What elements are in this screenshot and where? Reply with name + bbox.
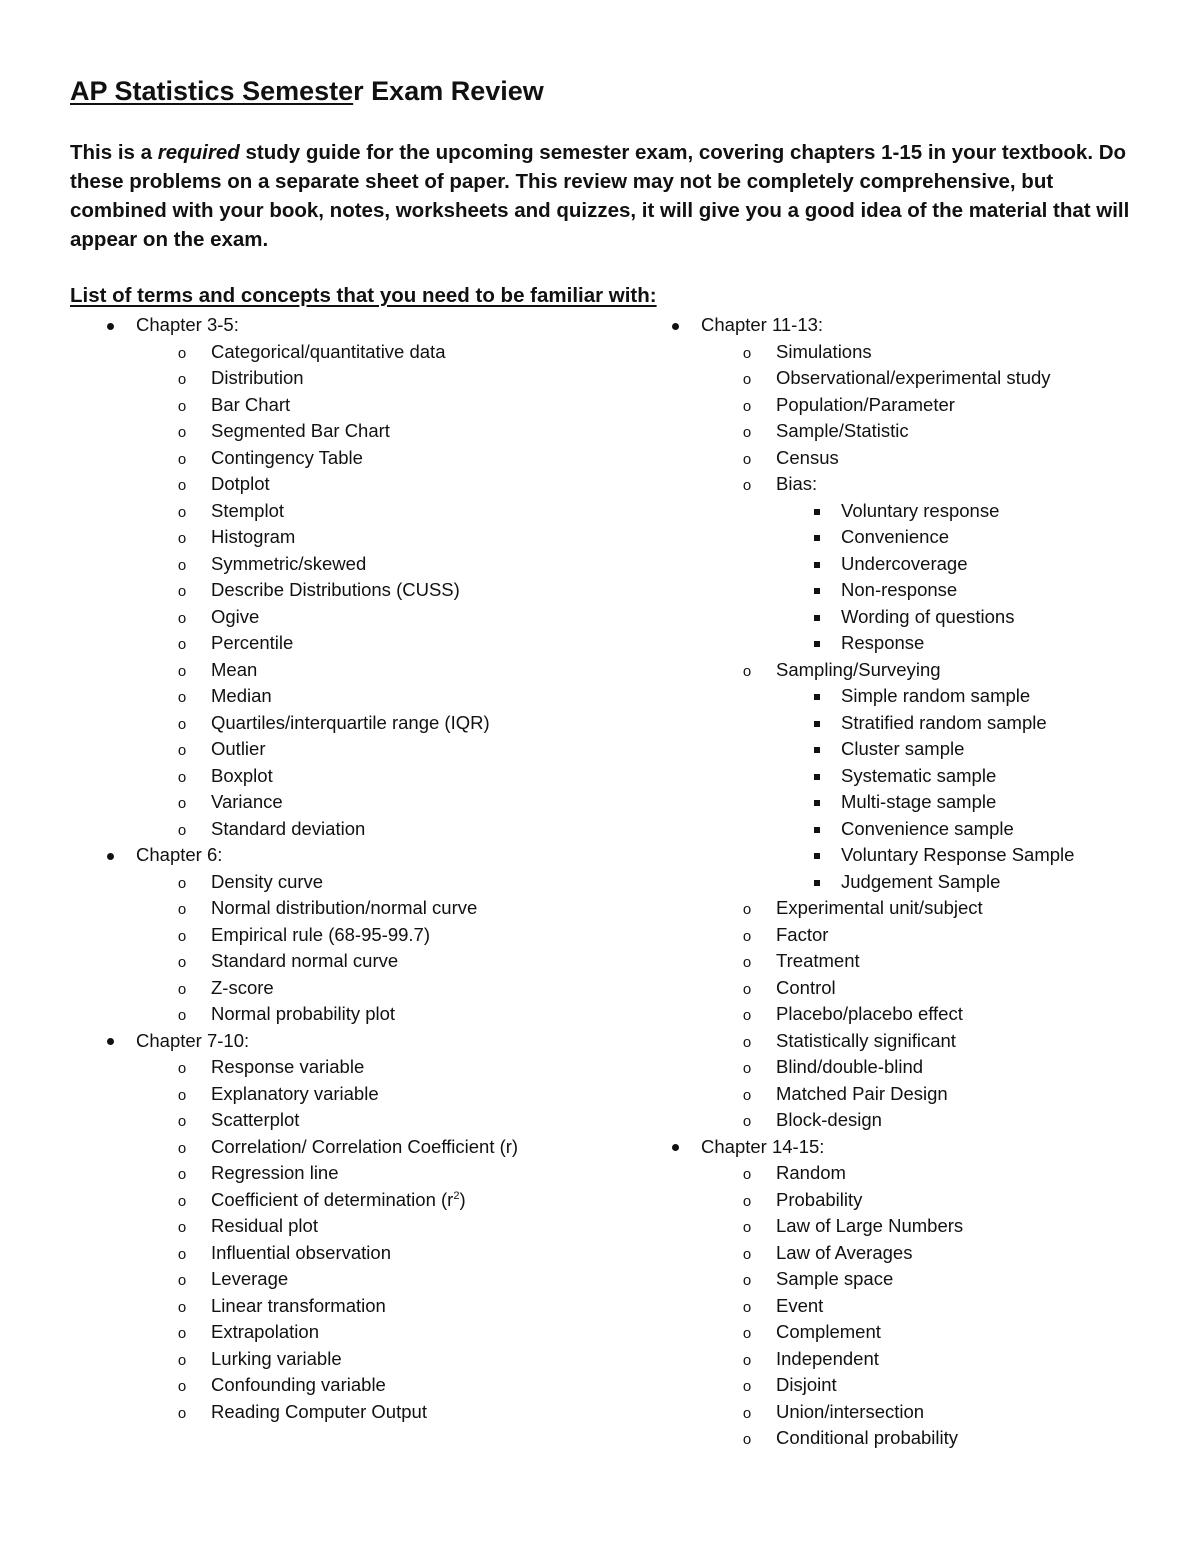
term-label: Sampling/Surveying xyxy=(776,658,941,680)
term-label: Non-response xyxy=(841,579,958,600)
bullet-dot-icon xyxy=(668,1134,682,1161)
term-label: Variance xyxy=(211,791,283,812)
term-label: Simple random sample xyxy=(841,685,1031,706)
circle-bullet-icon: o xyxy=(177,768,187,786)
term-label: Percentile xyxy=(211,632,294,653)
term-label: Statistically significant xyxy=(776,1029,956,1051)
term-label: Response xyxy=(841,632,925,653)
square-bullet-icon xyxy=(810,551,824,578)
circle-bullet-icon: o xyxy=(177,583,187,600)
term-label: Stratified random sample xyxy=(841,711,1047,733)
term-label: Conditional probability xyxy=(776,1427,959,1448)
square-bullet-icon xyxy=(810,683,824,710)
term-label: Voluntary response xyxy=(841,499,1000,521)
circle-bullet-icon: o xyxy=(177,821,187,839)
bullet-dot-icon xyxy=(103,312,117,339)
circle-bullet-icon: o xyxy=(742,1033,752,1051)
circle-bullet-icon: o xyxy=(177,689,187,706)
term-label: Law of Averages xyxy=(776,1241,913,1263)
square-bullet-icon xyxy=(810,498,824,525)
term-label: Law of Large Numbers xyxy=(776,1215,964,1236)
circle-bullet-icon: o xyxy=(742,1245,752,1263)
circle-bullet-icon: o xyxy=(177,450,187,468)
term-label: Outlier xyxy=(211,738,266,759)
circle-bullet-icon: o xyxy=(177,1325,187,1342)
term-label: Stemplot xyxy=(211,499,285,521)
circle-bullet-icon: o xyxy=(177,1219,187,1236)
terms-heading: List of terms and concepts that you need to be familiar with: xyxy=(70,284,657,307)
intro-text-rest: study guide for the upcoming semester exam, covering chapters 1-15 in your textbook. Do these problems on a separate sheet of paper. This review may not be completely comprehensive, but combined with your book, notes, worksheets and quizzes, it will give you a good idea of the material that will appear on the exam. xyxy=(70,141,1130,251)
term-label: Control xyxy=(776,976,836,998)
term-label: Random xyxy=(776,1162,846,1183)
term-label: Treatment xyxy=(776,950,860,971)
term-label: Explanatory variable xyxy=(211,1082,379,1104)
term-label: Population/Parameter xyxy=(776,393,955,415)
square-bullet-icon xyxy=(810,604,824,631)
term-label: Chapter 11-13: xyxy=(701,314,824,335)
term-label: Boxplot xyxy=(211,764,273,786)
circle-bullet-icon: o xyxy=(177,397,187,415)
term-label: Observational/experimental study xyxy=(776,367,1051,388)
circle-bullet-icon: o xyxy=(177,636,187,653)
circle-bullet-icon: o xyxy=(177,715,187,733)
term-label: Placebo/placebo effect xyxy=(776,1003,963,1024)
circle-bullet-icon: o xyxy=(177,1086,187,1104)
term-label: Experimental unit/subject xyxy=(776,897,983,918)
term-label: Bar Chart xyxy=(211,393,291,415)
term-label: Leverage xyxy=(211,1268,289,1289)
square-bullet-icon xyxy=(810,577,824,604)
term-label: Describe Distributions (CUSS) xyxy=(211,579,460,600)
term-label: Symmetric/skewed xyxy=(211,552,367,574)
circle-bullet-icon: o xyxy=(177,1139,187,1157)
term-label: Multi-stage sample xyxy=(841,791,997,812)
square-bullet-icon xyxy=(810,816,824,843)
circle-bullet-icon: o xyxy=(177,901,187,918)
term-label: Z-score xyxy=(211,976,274,998)
circle-bullet-icon: o xyxy=(742,1272,752,1289)
circle-bullet-icon: o xyxy=(177,1007,187,1024)
page-title-rest: r Exam Review xyxy=(353,76,544,106)
circle-bullet-icon: o xyxy=(177,954,187,971)
circle-bullet-icon: o xyxy=(177,742,187,759)
circle-bullet-icon: o xyxy=(742,1192,752,1210)
circle-bullet-icon: o xyxy=(742,1431,752,1448)
circle-bullet-icon: o xyxy=(177,344,187,362)
term-label: Undercoverage xyxy=(841,552,968,574)
term-label: Mean xyxy=(211,658,258,680)
term-label: Voluntary Response Sample xyxy=(841,844,1075,865)
circle-bullet-icon: o xyxy=(742,1219,752,1236)
circle-bullet-icon: o xyxy=(177,1113,187,1130)
term-label: Segmented Bar Chart xyxy=(211,420,390,441)
intro-paragraph xyxy=(70,138,1140,254)
term-label: Standard deviation xyxy=(211,817,366,839)
page-title xyxy=(70,74,544,108)
circle-bullet-icon: o xyxy=(742,1404,752,1422)
square-bullet-icon xyxy=(810,842,824,869)
term-label: Normal distribution/normal curve xyxy=(211,897,478,918)
square-bullet-icon xyxy=(810,710,824,737)
circle-bullet-icon: o xyxy=(742,1378,752,1395)
circle-bullet-icon: o xyxy=(742,1007,752,1024)
circle-bullet-icon: o xyxy=(742,1298,752,1316)
term-label: Blind/double-blind xyxy=(776,1056,924,1077)
term-label: Lurking variable xyxy=(211,1347,342,1369)
term-label: Judgement Sample xyxy=(841,870,1001,892)
term-label: Residual plot xyxy=(211,1215,318,1236)
term-label: Scatterplot xyxy=(211,1109,300,1130)
circle-bullet-icon: o xyxy=(177,1351,187,1369)
term-label: Census xyxy=(776,446,839,468)
circle-bullet-icon: o xyxy=(177,662,187,680)
circle-bullet-icon: o xyxy=(742,344,752,362)
term-label: Reading Computer Output xyxy=(211,1400,427,1422)
circle-bullet-icon: o xyxy=(742,450,752,468)
circle-bullet-icon: o xyxy=(177,1192,187,1210)
term-label: Factor xyxy=(776,923,829,945)
term-label-group xyxy=(211,1187,466,1214)
superscript: 2 xyxy=(453,1189,460,1202)
circle-bullet-icon: o xyxy=(742,980,752,998)
circle-bullet-icon: o xyxy=(742,927,752,945)
circle-bullet-icon: o xyxy=(177,609,187,627)
term-label: Normal probability plot xyxy=(211,1003,396,1024)
circle-bullet-icon: o xyxy=(742,1113,752,1130)
square-bullet-icon xyxy=(810,869,824,896)
term-label: Extrapolation xyxy=(211,1321,319,1342)
term-label: Regression line xyxy=(211,1162,339,1183)
bullet-dot-icon xyxy=(103,842,117,869)
term-label: Distribution xyxy=(211,367,304,388)
circle-bullet-icon: o xyxy=(177,1166,187,1183)
bullet-dot-icon xyxy=(103,1028,117,1055)
circle-bullet-icon: o xyxy=(742,662,752,680)
square-bullet-icon xyxy=(810,630,824,657)
term-label-suffix: ) xyxy=(459,1188,466,1210)
term-label: Ogive xyxy=(211,605,260,627)
term-label: Confounding variable xyxy=(211,1374,386,1395)
circle-bullet-icon: o xyxy=(177,927,187,945)
term-label: Sample space xyxy=(776,1268,894,1289)
circle-bullet-icon: o xyxy=(177,1272,187,1289)
term-label: Matched Pair Design xyxy=(776,1082,948,1104)
term-label: Block-design xyxy=(776,1109,882,1130)
term-label: Bias: xyxy=(776,473,818,494)
term-label: Categorical/quantitative data xyxy=(211,340,446,362)
term-label: Complement xyxy=(776,1321,881,1342)
circle-bullet-icon: o xyxy=(177,424,187,441)
circle-bullet-icon: o xyxy=(742,1351,752,1369)
page-title-underlined: AP Statistics Semeste xyxy=(70,76,354,106)
term-label: Histogram xyxy=(211,526,296,547)
square-bullet-icon xyxy=(810,736,824,763)
circle-bullet-icon: o xyxy=(742,1060,752,1077)
circle-bullet-icon: o xyxy=(742,901,752,918)
term-label: Influential observation xyxy=(211,1241,391,1263)
term-label: Probability xyxy=(776,1188,863,1210)
circle-bullet-icon: o xyxy=(177,1060,187,1077)
term-label: Cluster sample xyxy=(841,738,965,759)
square-bullet-icon xyxy=(810,763,824,790)
term-label: Chapter 14-15: xyxy=(701,1135,825,1157)
circle-bullet-icon: o xyxy=(177,503,187,521)
circle-bullet-icon: o xyxy=(742,1325,752,1342)
square-bullet-icon xyxy=(810,789,824,816)
term-label: Dotplot xyxy=(211,473,270,494)
circle-bullet-icon: o xyxy=(177,530,187,547)
circle-bullet-icon: o xyxy=(177,1298,187,1316)
term-label: Quartiles/interquartile range (IQR) xyxy=(211,711,490,733)
term-label: Convenience xyxy=(841,526,949,547)
circle-bullet-icon: o xyxy=(742,397,752,415)
term-label: Independent xyxy=(776,1347,879,1369)
circle-bullet-icon: o xyxy=(742,424,752,441)
term-label: Linear transformation xyxy=(211,1294,386,1316)
circle-bullet-icon: o xyxy=(177,477,187,494)
term-label: Contingency Table xyxy=(211,446,363,468)
term-label: Coefficient of determination (r xyxy=(211,1188,454,1210)
term-label: Simulations xyxy=(776,340,872,362)
term-label: Empirical rule (68-95-99.7) xyxy=(211,923,431,945)
circle-bullet-icon: o xyxy=(177,795,187,812)
square-bullet-icon xyxy=(810,524,824,551)
circle-bullet-icon: o xyxy=(177,1404,187,1422)
circle-bullet-icon: o xyxy=(177,1378,187,1395)
term-label: Chapter 7-10: xyxy=(136,1029,250,1051)
term-label: Standard normal curve xyxy=(211,950,399,971)
term-label: Chapter 3-5: xyxy=(136,314,239,335)
circle-bullet-icon: o xyxy=(742,954,752,971)
term-label: Wording of questions xyxy=(841,605,1015,627)
circle-bullet-icon: o xyxy=(177,1245,187,1263)
term-label: Disjoint xyxy=(776,1374,837,1395)
bullet-dot-icon xyxy=(668,312,682,339)
term-label: Median xyxy=(211,685,272,706)
intro-emphasis: required xyxy=(157,141,240,164)
term-label: Correlation/ Correlation Coefficient (r) xyxy=(211,1135,519,1157)
term-label: Sample/Statistic xyxy=(776,420,909,441)
circle-bullet-icon: o xyxy=(177,980,187,998)
term-label: Union/intersection xyxy=(776,1400,925,1422)
circle-bullet-icon: o xyxy=(742,371,752,388)
term-label: Convenience sample xyxy=(841,817,1014,839)
term-label: Systematic sample xyxy=(841,764,997,786)
term-label: Response variable xyxy=(211,1056,365,1077)
circle-bullet-icon: o xyxy=(742,1166,752,1183)
circle-bullet-icon: o xyxy=(742,477,752,494)
term-label: Density curve xyxy=(211,870,324,892)
circle-bullet-icon: o xyxy=(177,556,187,574)
circle-bullet-icon: o xyxy=(177,874,187,892)
term-label: Event xyxy=(776,1294,824,1316)
intro-text-start: This is a xyxy=(70,141,158,164)
circle-bullet-icon: o xyxy=(742,1086,752,1104)
circle-bullet-icon: o xyxy=(177,371,187,388)
term-label: Chapter 6: xyxy=(136,844,223,865)
